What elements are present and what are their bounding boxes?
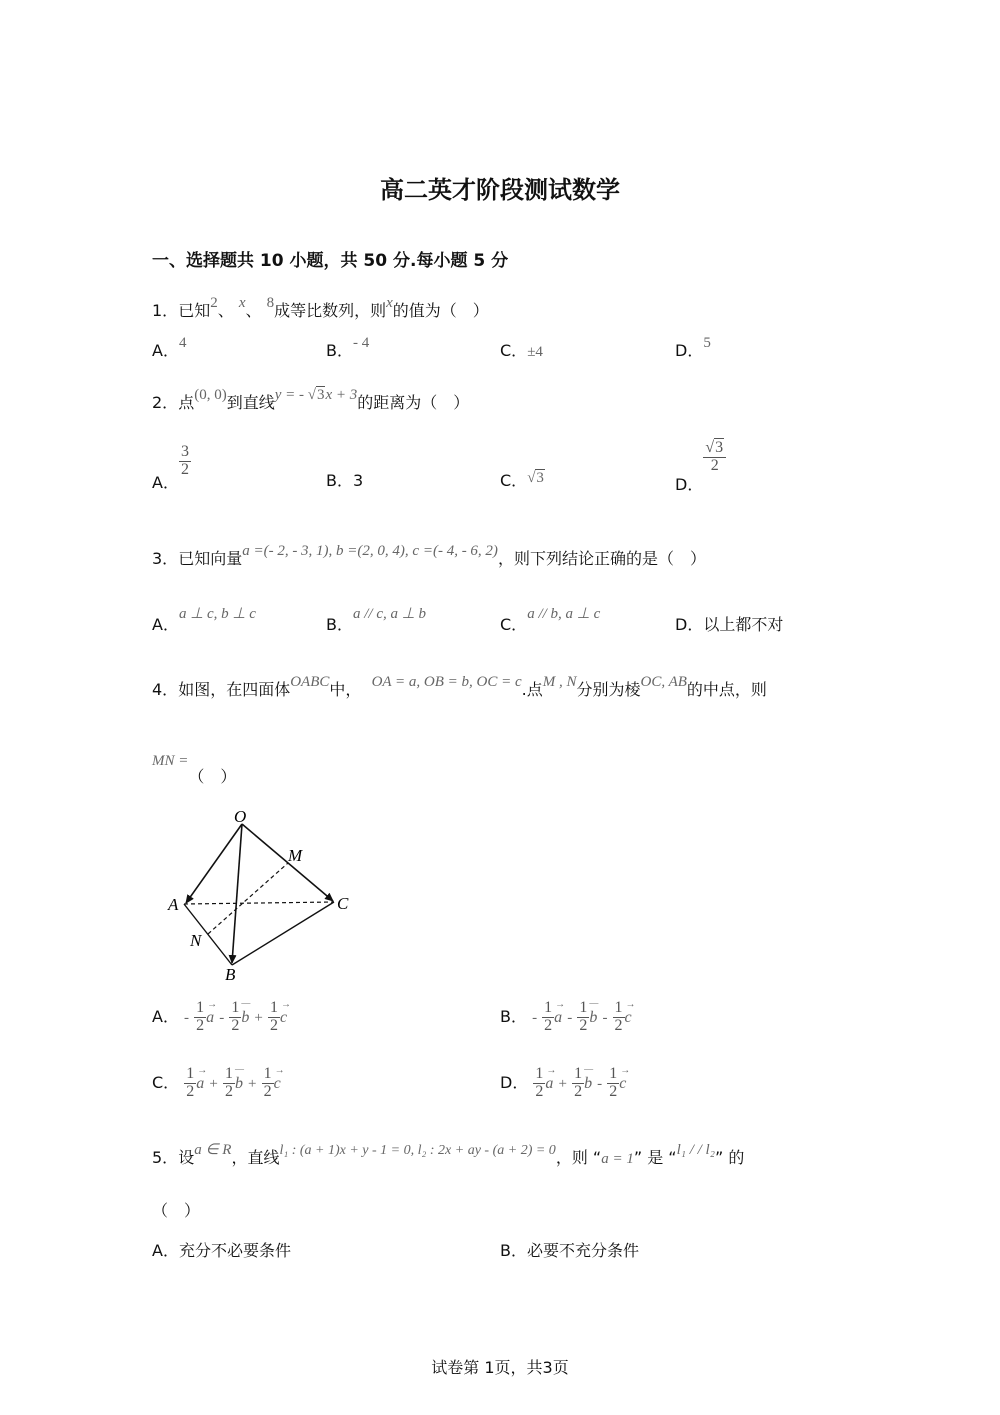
q1-option-d[interactable] — [675, 335, 711, 361]
label-m: M — [288, 846, 303, 865]
q1-text: 已知 — [178, 301, 211, 320]
q4-option-d[interactable] — [500, 1066, 626, 1101]
q3-vectors: a =(- 2, - 3, 1), b =(2, 0, 4), c =(- 4, - 6, 2) — [242, 543, 498, 559]
sign: - — [602, 1009, 608, 1026]
label-a: A — [168, 895, 179, 914]
numerator: 1 — [269, 999, 278, 1016]
question-5 — [152, 1142, 745, 1168]
q4-text: 分别为棱 — [576, 680, 641, 699]
segment-mn — [208, 863, 288, 934]
q4-number: 4． — [152, 680, 179, 699]
option-value: a // b, a ⊥ c — [527, 606, 601, 622]
fraction — [184, 1066, 196, 1101]
option-label: B． — [326, 471, 353, 490]
q4-math: OABC — [290, 674, 330, 690]
option-value: 4 — [178, 335, 187, 351]
q1-sep: 、 — [245, 301, 262, 320]
vector-c: c → — [280, 1009, 287, 1027]
vector-b: b — — [589, 1009, 597, 1027]
option-label: C． — [500, 341, 528, 360]
fraction — [223, 1066, 235, 1101]
fraction — [703, 440, 726, 475]
numerator: 3 — [180, 443, 189, 460]
q4-second-line — [152, 753, 237, 786]
vector-a: a → — [554, 1009, 562, 1027]
label-n: N — [190, 931, 202, 950]
q1-option-c[interactable] — [500, 338, 543, 361]
q2-option-b[interactable] — [326, 468, 363, 491]
radicand: 3 — [536, 470, 544, 486]
q2-option-a[interactable] — [152, 443, 191, 492]
radicand: 3 — [715, 439, 724, 456]
option-value: - 4 — [352, 335, 370, 351]
q4-math: OA = a, OB = b, OC = c — [371, 674, 522, 690]
q4-math: MN = — [152, 753, 189, 769]
vector-a: a → — [196, 1075, 204, 1093]
tetrahedron-figure — [160, 800, 360, 985]
option-label: D． — [675, 474, 704, 494]
option-label: B． — [500, 1006, 527, 1026]
option-label: A． — [152, 1241, 179, 1260]
vector-c: c → — [625, 1009, 632, 1027]
q1-math: 2 — [210, 295, 218, 311]
option-label: A． — [152, 1006, 179, 1026]
denominator: 2 — [180, 460, 189, 478]
numerator: 1 — [574, 1065, 583, 1082]
sqrt-sign: √3 — [705, 439, 724, 456]
denominator: 2 — [263, 1082, 272, 1100]
denominator: 2 — [186, 1082, 195, 1100]
option-value: a // c, a ⊥ b — [352, 606, 427, 622]
sign: - — [567, 1009, 573, 1026]
q4-math: OC, AB — [640, 674, 687, 690]
option-value: 3 — [352, 471, 364, 490]
section-heading: 一、选择题共 10 小题，共 50 分.每小题 5 分 — [152, 251, 509, 271]
denominator: 2 — [579, 1016, 588, 1034]
q2-number: 2． — [152, 393, 179, 412]
q3-option-b[interactable] — [326, 606, 427, 635]
sign: + — [248, 1075, 257, 1092]
edge-bc — [232, 902, 334, 965]
denominator: 2 — [231, 1016, 240, 1034]
fraction — [572, 1066, 584, 1101]
numerator: 1 — [535, 1065, 544, 1082]
q1-option-b[interactable] — [326, 335, 370, 361]
sign: - — [532, 1009, 538, 1026]
q4-text: 的中点，则 — [686, 680, 767, 699]
sign: - — [597, 1075, 603, 1092]
vector-b: b — — [235, 1075, 243, 1093]
q5-text: ” 的 — [714, 1148, 745, 1167]
denominator: 2 — [614, 1016, 623, 1034]
q3-option-d[interactable] — [675, 612, 783, 635]
option-value: 5 — [703, 335, 711, 351]
option-label: B． — [326, 615, 353, 634]
denominator: 2 — [269, 1016, 278, 1034]
sign: + — [558, 1075, 567, 1092]
edge-oa — [186, 824, 242, 903]
page-footer: 试卷第 1页，共3页 — [431, 1358, 569, 1377]
q1-text: 的值为（ ） — [392, 301, 489, 320]
option-label: A． — [152, 341, 179, 360]
eq-part: y = - — [274, 387, 308, 403]
numerator: 1 — [609, 1065, 618, 1082]
fraction — [194, 1000, 206, 1035]
option-label: D． — [500, 1072, 529, 1092]
numerator: 1 — [231, 999, 240, 1016]
q5-number: 5． — [152, 1148, 179, 1167]
denominator: 2 — [609, 1082, 618, 1100]
vector-a: a → — [545, 1075, 553, 1093]
page-title: 高二英才阶段测试数学 — [380, 176, 620, 204]
q5-math: a ∈ R — [194, 1142, 232, 1158]
denominator: 2 — [196, 1016, 205, 1034]
option-label: D． — [675, 341, 704, 360]
q4-option-c[interactable] — [152, 1066, 281, 1101]
sqrt-sign: √3 — [307, 387, 325, 403]
q1-math: x — [386, 295, 393, 311]
q4-text: .点 — [521, 680, 543, 699]
denominator: 2 — [535, 1082, 544, 1100]
vector-a: a → — [206, 1009, 214, 1027]
q1-sep: 、 — [217, 301, 234, 320]
q5-math: l₁ : (a + 1)x + y - 1 = 0, l₂ : 2x + ay - (a + 2) = 0 — [279, 1143, 556, 1158]
sqrt-sign: √3 — [527, 470, 544, 486]
numerator: 1 — [544, 999, 553, 1016]
q4-text: （ ） — [188, 767, 237, 786]
q5-text: 设 — [178, 1148, 195, 1167]
q1-number: 1． — [152, 301, 179, 320]
option-label: B． — [326, 341, 353, 360]
numerator: 1 — [224, 1065, 233, 1082]
label-b: B — [225, 965, 236, 984]
q5-text: ” 是 “ — [633, 1148, 677, 1167]
q2-option-c[interactable] — [500, 468, 545, 491]
q2-point: (0, 0) — [194, 387, 227, 403]
label-c: C — [337, 894, 349, 913]
vector-b: b — — [584, 1075, 592, 1093]
option-label: B． — [500, 1241, 527, 1260]
option-label: D． — [675, 615, 704, 634]
fraction — [262, 1066, 274, 1101]
option-label: C． — [500, 615, 528, 634]
eq-part: x + 3 — [325, 387, 358, 403]
q5-text: （ ） — [152, 1201, 201, 1220]
q5-option-a[interactable] — [152, 1238, 291, 1261]
q4-option-b[interactable] — [500, 1000, 632, 1035]
q1-text: 成等比数列，则 — [274, 301, 387, 320]
q5-math: a = 1 — [601, 1151, 634, 1167]
q3-option-c[interactable] — [500, 606, 601, 635]
q5-math: l₁ / / l₂ — [676, 1142, 715, 1158]
option-value: a ⊥ c, b ⊥ c — [178, 606, 256, 622]
q2-option-d[interactable] — [675, 439, 726, 494]
label-o: O — [234, 807, 247, 826]
q2-text: 点 — [178, 393, 195, 412]
option-label: A． — [152, 615, 179, 634]
question-2 — [152, 387, 470, 413]
q1-math: x — [238, 295, 246, 311]
sign: - — [184, 1009, 190, 1026]
edge-ob — [232, 824, 242, 963]
q2-text: 的距离为（ ） — [357, 393, 470, 412]
q5-second-line — [152, 1198, 200, 1221]
denominator: 2 — [574, 1082, 583, 1100]
option-label: C． — [500, 471, 528, 490]
option-value: 充分不必要条件 — [178, 1241, 291, 1260]
question-3 — [152, 543, 706, 569]
q5-text: ，直线 — [231, 1148, 280, 1167]
q4-option-a[interactable] — [152, 1000, 287, 1035]
sign: + — [254, 1009, 263, 1026]
fraction — [179, 444, 191, 479]
q5-text: ，则 “ — [555, 1148, 602, 1167]
q2-text: 到直线 — [226, 393, 275, 412]
q3-option-a[interactable] — [152, 606, 256, 635]
numerator — [703, 440, 726, 458]
q4-text: 如图，在四面体 — [178, 680, 291, 699]
vector-b: b — — [241, 1009, 249, 1027]
q3-text: ，则下列结论正确的是（ ） — [497, 549, 706, 568]
option-value: ±4 — [527, 344, 543, 360]
fraction — [229, 1000, 241, 1035]
fraction — [542, 1000, 554, 1035]
q4-math: M , N — [542, 674, 577, 690]
q5-option-b[interactable] — [500, 1238, 639, 1261]
edge-ac — [184, 902, 334, 904]
vector-c: c → — [619, 1075, 626, 1093]
q3-number: 3． — [152, 549, 179, 568]
fraction — [577, 1000, 589, 1035]
q3-text: 已知向量 — [178, 549, 243, 568]
vector-c: c → — [274, 1075, 281, 1093]
option-value: 以上都不对 — [703, 615, 784, 634]
denominator: 2 — [710, 456, 719, 474]
numerator: 1 — [186, 1065, 195, 1082]
fraction — [607, 1066, 619, 1101]
numerator: 1 — [263, 1065, 272, 1082]
denominator: 2 — [224, 1082, 233, 1100]
question-4 — [152, 674, 767, 700]
numerator: 1 — [196, 999, 205, 1016]
option-label: C． — [152, 1072, 180, 1092]
numerator: 1 — [579, 999, 588, 1016]
sign: - — [219, 1009, 225, 1026]
q4-text: 中， — [329, 680, 362, 699]
q1-option-a[interactable] — [152, 335, 187, 361]
denominator: 2 — [544, 1016, 553, 1034]
q2-line-equation — [275, 384, 358, 403]
fraction — [268, 1000, 280, 1035]
fraction — [533, 1066, 545, 1101]
numerator: 1 — [614, 999, 623, 1016]
option-label: A． — [152, 472, 179, 492]
sign: + — [209, 1075, 218, 1092]
question-1 — [152, 295, 489, 321]
fraction — [613, 1000, 625, 1035]
q1-math: 8 — [266, 295, 275, 311]
option-value: 必要不充分条件 — [526, 1241, 639, 1260]
radicand: 3 — [316, 387, 325, 403]
